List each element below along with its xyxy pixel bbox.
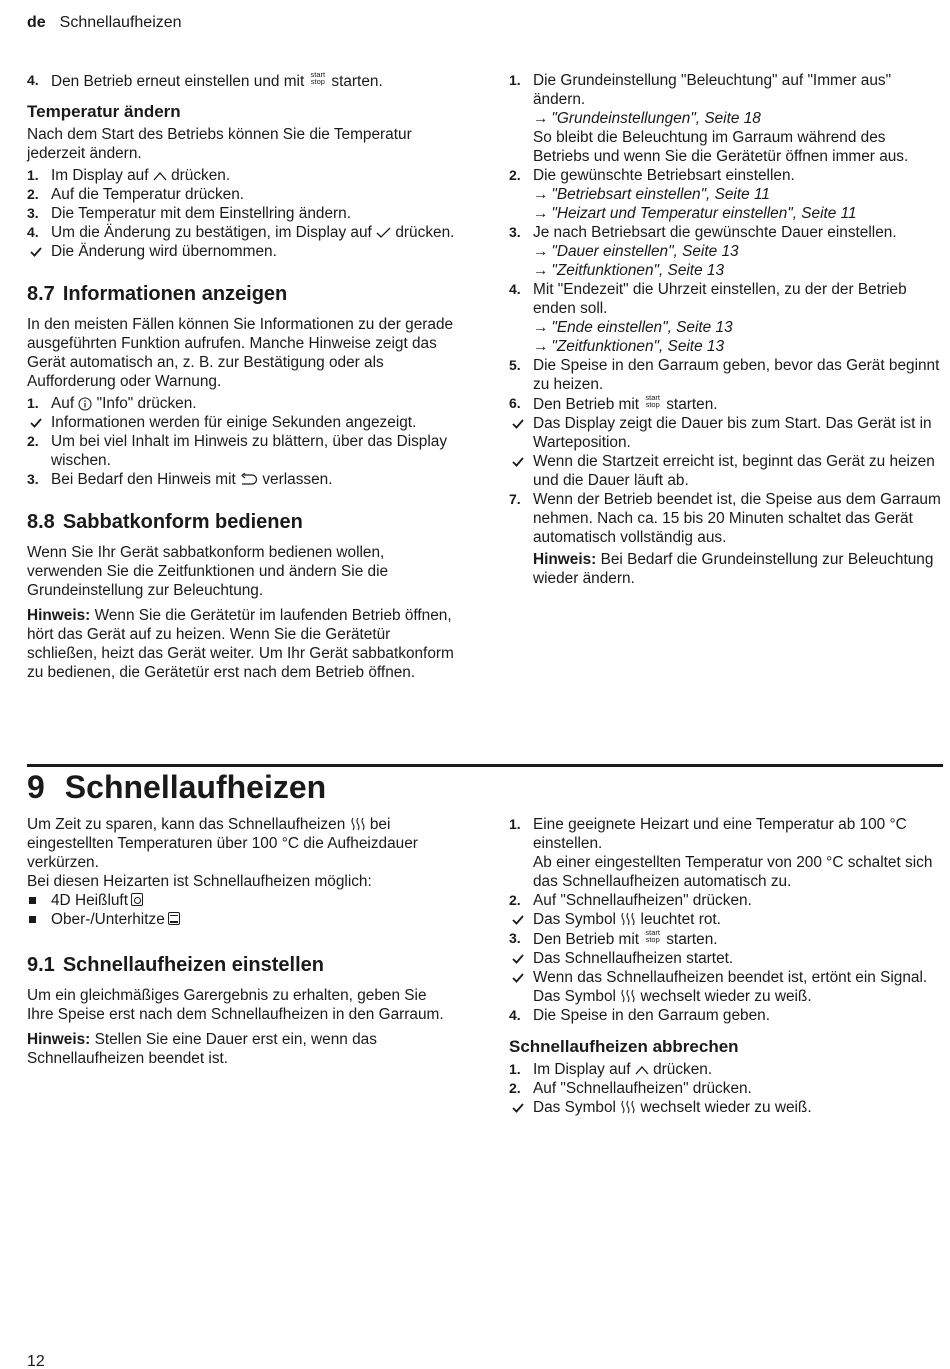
section-8-7-heading: 8.7 Informationen anzeigen	[27, 283, 288, 305]
sec88-note: Hinweis: Wenn Sie die Gerätetür im laufenden Betrieb öffnen, hört das Gerät auf zu heizen. Wenn Sie die Gerätetür schließen, heizt das Gerät weiter. Um Ihr Gerät sabbatkonform zu bedienen, die Gerätetür erst nach dem Betrieb öffnen.	[27, 607, 454, 681]
ch9-intro: Um Zeit zu sparen, kann das Schnellaufheizen bei eingestellten Temperaturen über 100 °C die Aufheizdauer verkürzen.	[27, 816, 418, 871]
sec87-step-1: 1. Auf "Info" drücken.	[27, 395, 197, 412]
result-check-icon	[509, 456, 527, 468]
cross-reference-link[interactable]: → "Zeitfunktionen", Seite 13	[533, 262, 725, 279]
rapid-heat-icon	[620, 1100, 636, 1116]
chapter-divider	[27, 764, 943, 767]
rapid-step-1: 1. Eine geeignete Heizart und eine Temperatur ab 100 °C einstellen. Ab einer eingestellten Temperatur von 200 °C schaltet sich das Schnellaufheizen automatisch zu.	[509, 816, 933, 890]
rapid-result-2: Das Symbol leuchtet rot.	[509, 910, 941, 929]
cross-reference-link[interactable]: → "Heizart und Temperatur einstellen", Seite 11	[533, 205, 857, 222]
cross-reference-link[interactable]: → "Ende einstellen", Seite 13	[533, 319, 733, 336]
sabbat-step-7: 7. Wenn der Betrieb beendet ist, die Speise aus dem Garraum nehmen. Nach ca. 15 bis 20 Minuten schaltet das Gerät automatisch vollständig aus. Hinweis: Bei Bedarf die Grundeinstellung zur Beleuchtung wieder ändern.	[509, 491, 941, 587]
result-check-icon	[509, 953, 527, 965]
left-column-top	[27, 71, 457, 682]
sabbat-result-6a: Das Display zeigt die Dauer bis zum Start. Das Gerät ist in Warteposition.	[509, 414, 941, 452]
temp-step-2: 2. Auf die Temperatur drücken.	[27, 186, 245, 203]
cross-reference-link[interactable]: → "Dauer einstellen", Seite 13	[533, 243, 739, 260]
step-4: 4. Den Betrieb erneut einstellen und mit start stop starten.	[27, 70, 383, 90]
list-item-4d-heissluft: 4D Heißluft	[27, 891, 457, 910]
result-check-icon	[27, 246, 45, 258]
sabbat-step-1: 1. Die Grundeinstellung "Beleuchtung" auf "Immer aus" ändern. → "Grundeinstellungen", Seite 18 So bleibt die Beleuchtung im Garraum während des Betriebs und wenn Sie die Gerätetür öffnen immer aus.	[509, 72, 909, 165]
heading-temperatur-aendern: Temperatur ändern	[27, 102, 181, 121]
result-check-icon	[509, 914, 527, 926]
section-8-8-heading: 8.8 Sabbatkonform bedienen	[27, 511, 303, 533]
sabbat-step-2: 2. Die gewünschte Betriebsart einstellen. → "Betriebsart einstellen", Seite 11 → "Heizart und Temperatur einstellen", Seite 11	[509, 167, 857, 222]
start-stop-icon: start stop	[310, 70, 326, 86]
temp-result: Die Änderung wird übernommen.	[27, 242, 457, 261]
result-check-icon	[509, 418, 527, 430]
temp-intro: Nach dem Start des Betriebs können Sie die Temperatur jederzeit ändern.	[27, 126, 412, 162]
sec87-step-3: 3. Bei Bedarf den Hinweis mit verlassen.	[27, 471, 333, 488]
cross-reference-link[interactable]: → "Betriebsart einstellen", Seite 11	[533, 186, 770, 203]
abort-step-2: 2. Auf "Schnellaufheizen" drücken.	[509, 1080, 752, 1097]
result-check-icon	[27, 417, 45, 429]
rapid-step-4: 4. Die Speise in den Garraum geben.	[509, 1007, 770, 1024]
result-check-icon	[509, 1102, 527, 1114]
section-9-1-heading: 9.1 Schnellaufheizen einstellen	[27, 954, 324, 976]
rapid-heat-icon	[350, 817, 366, 833]
4d-hotair-icon	[131, 893, 143, 906]
abort-step-1: 1. Im Display auf drücken.	[509, 1061, 713, 1078]
sabbat-step-3: 3. Je nach Betriebsart die gewünschte Dauer einstellen. → "Dauer einstellen", Seite 13 → "Zeitfunktionen", Seite 13	[509, 224, 897, 279]
sec87-result-1: Informationen werden für einige Sekunden angezeigt.	[27, 413, 457, 432]
right-column-bottom	[509, 815, 941, 1117]
rapid-heat-icon	[620, 912, 636, 928]
sec88-intro: Wenn Sie Ihr Gerät sabbatkonform bedienen wollen, verwenden Sie die Zeitfunktionen und ändern Sie die Grundeinstellung zur Beleuchtung.	[27, 544, 389, 599]
sec91-note: Hinweis: Stellen Sie eine Dauer erst ein, wenn das Schnellaufheizen beendet ist.	[27, 1031, 377, 1067]
rapid-heat-icon	[620, 989, 636, 1005]
list-item-ober-unterhitze: Ober-/Unterhitze	[27, 910, 457, 929]
sabbat-result-6b: Wenn die Startzeit erreicht ist, beginnt das Gerät zu heizen und die Dauer läuft ab.	[509, 452, 941, 490]
cross-reference-link[interactable]: → "Grundeinstellungen", Seite 18	[533, 110, 761, 127]
right-column-top	[509, 71, 941, 588]
up-chevron-icon	[635, 1065, 649, 1075]
sec87-step-2: 2. Um bei viel Inhalt im Hinweis zu blättern, über das Display wischen.	[27, 433, 448, 469]
rapid-result-3a: Das Schnellaufheizen startet.	[509, 949, 941, 968]
sabbat-step-4: 4. Mit "Endezeit" die Uhrzeit einstellen, zu der der Betrieb enden soll. → "Ende einstellen", Seite 13 → "Zeitfunktionen", Seite 13	[509, 281, 907, 355]
sabbat-step-5: 5. Die Speise in den Garraum geben, bevor das Gerät beginnt zu heizen.	[509, 357, 940, 393]
abort-result: Das Symbol wechselt wieder zu weiß.	[509, 1098, 941, 1117]
rapid-result-3b: Wenn das Schnellaufheizen beendet ist, ertönt ein Signal. Das Symbol wechselt wieder zu weiß.	[509, 968, 941, 1006]
language-code: de	[27, 14, 46, 31]
heading-schnellaufheizen-abbrechen: Schnellaufheizen abbrechen	[509, 1037, 739, 1056]
page-header	[27, 13, 182, 32]
sabbat-step-6: 6. Den Betrieb mit start stop starten.	[509, 393, 718, 413]
page-number: 12	[27, 1353, 45, 1369]
ch9-intro2: Bei diesen Heizarten ist Schnellaufheizen möglich:	[27, 873, 372, 890]
info-icon	[78, 397, 92, 411]
cross-reference-link[interactable]: → "Zeitfunktionen", Seite 13	[533, 338, 725, 355]
header-title: Schnellaufheizen	[59, 14, 182, 31]
sec87-intro: In den meisten Fällen können Sie Informationen zu der gerade ausgeführten Funktion aufrufen. Manche Hinweise zeigt das Gerät automatisch an, z. B. zur Bestätigung oder als Aufforderung oder Warnung.	[27, 316, 454, 390]
temp-step-4: 4. Um die Änderung zu bestätigen, im Display auf drücken.	[27, 224, 455, 241]
rapid-step-3: 3. Den Betrieb mit start stop starten.	[509, 928, 718, 948]
start-stop-icon: start stop	[645, 928, 660, 944]
temp-step-3: 3. Die Temperatur mit dem Einstellring ändern.	[27, 205, 351, 222]
start-stop-icon: start stop	[645, 393, 660, 409]
left-column-bottom	[27, 815, 457, 1068]
temp-step-1: 1. Im Display auf drücken.	[27, 167, 231, 184]
up-chevron-icon	[153, 171, 167, 181]
back-arrow-icon	[240, 473, 258, 486]
rapid-step-2: 2. Auf "Schnellaufheizen" drücken.	[509, 892, 752, 909]
chapter-title: 9 Schnellaufheizen	[27, 769, 327, 805]
result-check-icon	[509, 972, 527, 984]
sec91-intro: Um ein gleichmäßiges Garergebnis zu erhalten, geben Sie Ihre Speise erst nach dem Schnellaufheizen in den Garraum.	[27, 987, 444, 1023]
top-bottom-heat-icon	[168, 912, 180, 925]
checkmark-icon	[376, 227, 391, 239]
